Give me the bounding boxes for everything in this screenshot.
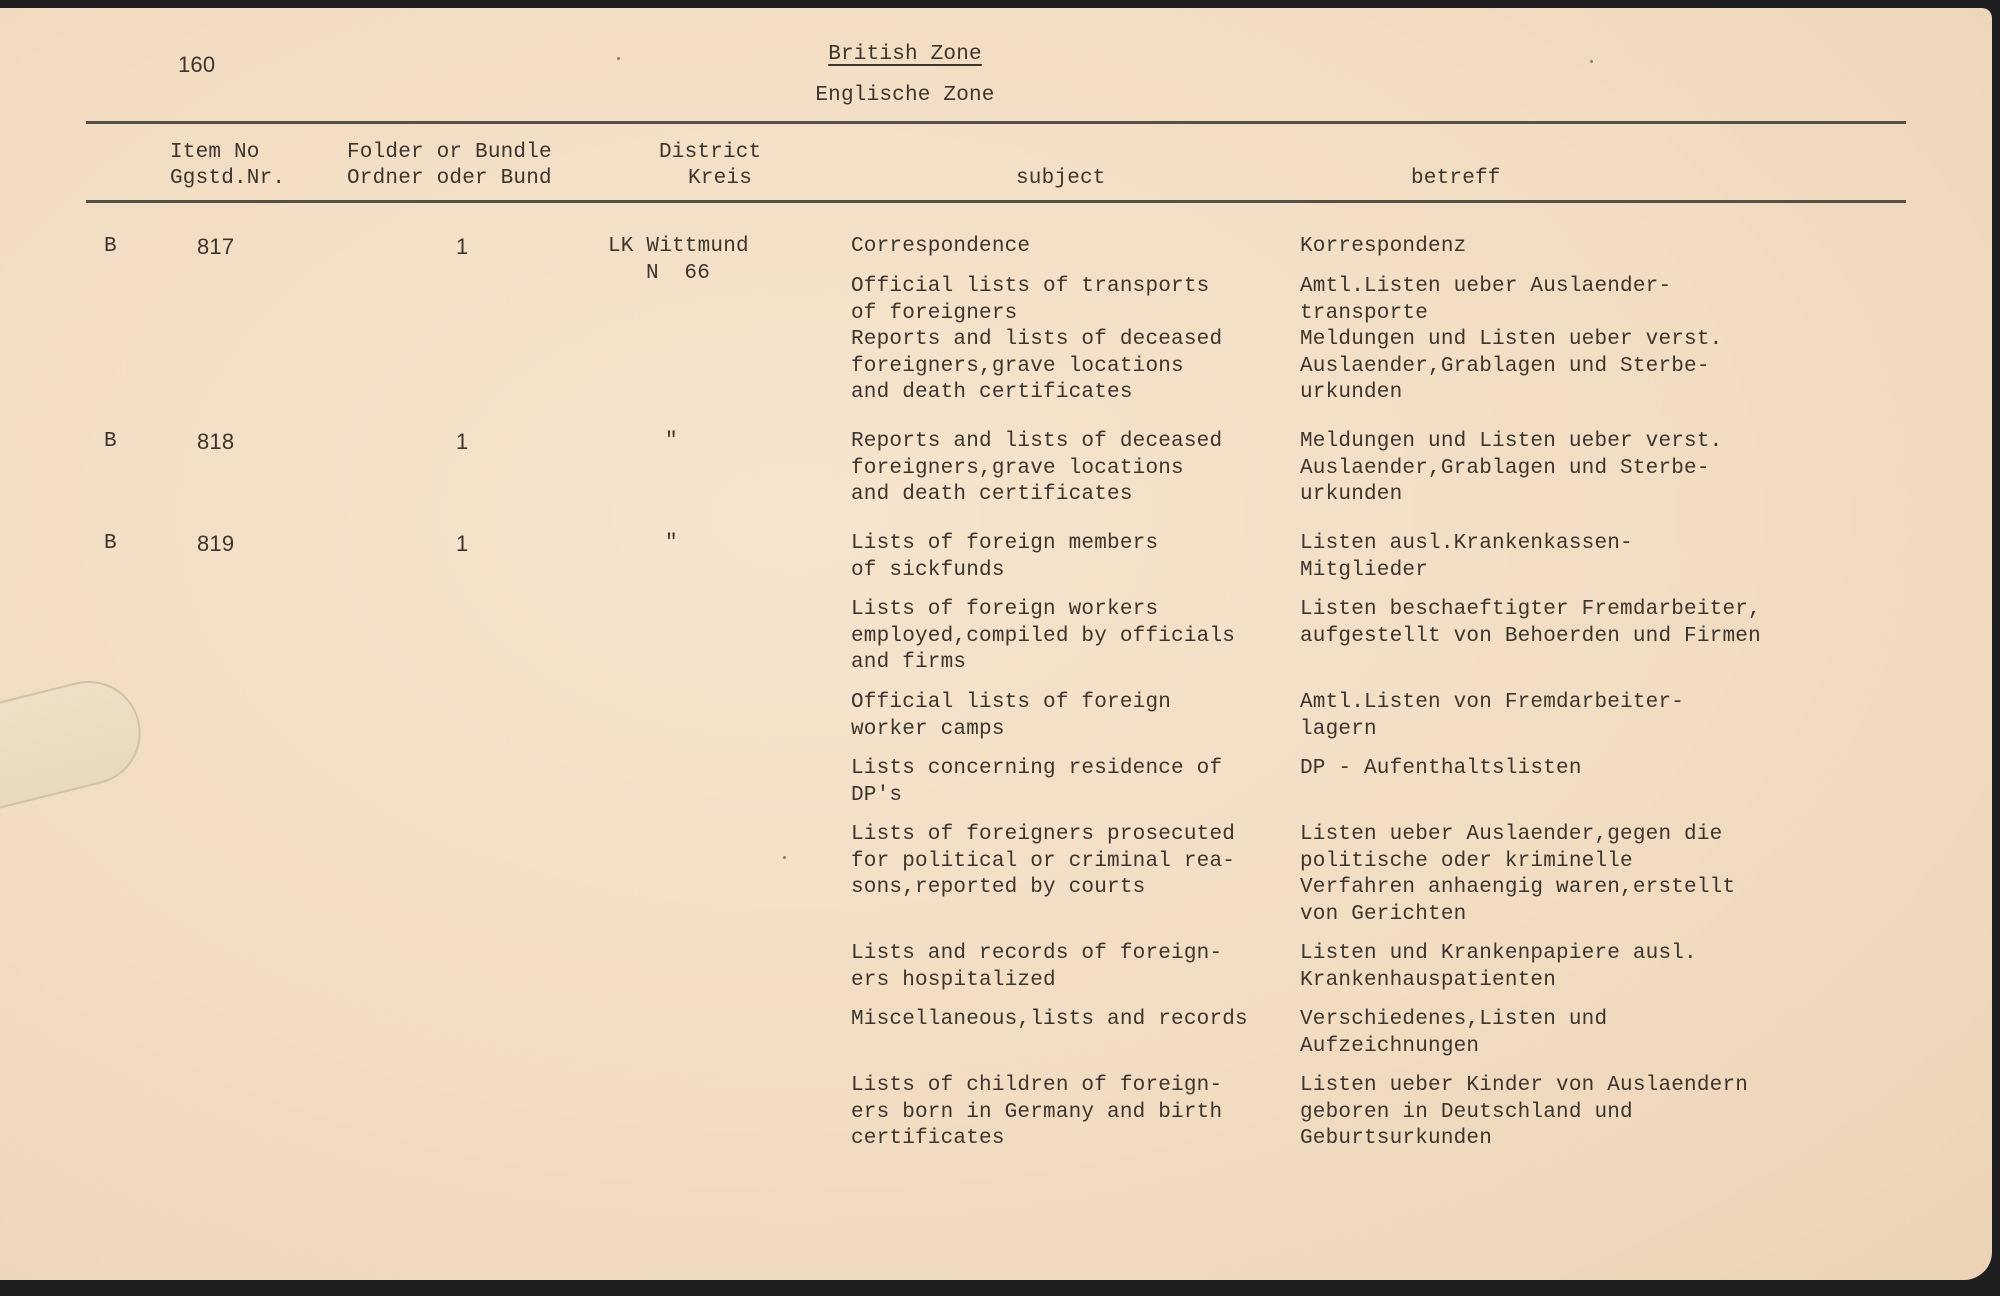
betreff-line: lagern — [1300, 717, 1377, 741]
betreff-line: aufgestellt von Behoerden und Firmen — [1300, 624, 1761, 648]
subject-cell — [851, 1007, 1281, 1034]
row-district: " — [665, 430, 678, 453]
row-folder-number: 1 — [456, 234, 469, 259]
paper-speck — [617, 57, 620, 60]
subject-line: Lists of foreign members — [851, 532, 1159, 555]
subject-line: Lists and records of foreign- — [851, 942, 1223, 965]
betreff-cell — [1300, 531, 1860, 584]
header-district-en: District — [659, 141, 762, 164]
subject-line: Official lists of foreign — [851, 691, 1172, 714]
subject-line: DP's — [851, 783, 903, 807]
subject-line: sons,reported by courts — [851, 876, 1146, 900]
subject-line: Reports and lists of deceased — [851, 328, 1223, 352]
subject-cell — [851, 756, 1281, 809]
subject-line: Lists concerning residence of — [851, 757, 1223, 780]
betreff-line: Amtl.Listen von Fremdarbeiter- — [1300, 691, 1685, 714]
subject-line: Lists of children of foreign- — [851, 1074, 1223, 1097]
subject-line: ers hospitalized — [851, 968, 1056, 992]
betreff-cell — [1300, 234, 1860, 261]
betreff-line: Listen ueber Kinder von Auslaendern — [1300, 1074, 1749, 1097]
betreff-line: Korrespondenz — [1300, 235, 1467, 258]
betreff-line: transporte — [1300, 301, 1429, 325]
subject-cell — [851, 690, 1281, 743]
betreff-line: Krankenhauspatienten — [1300, 968, 1557, 992]
paper-speck — [783, 856, 786, 859]
subject-cell — [851, 1073, 1281, 1153]
header-district-de: Kreis — [688, 167, 753, 190]
betreff-line: Listen ausl.Krankenkassen- — [1300, 532, 1633, 555]
row-district: LK Wittmund — [608, 235, 749, 258]
subject-line: certificates — [851, 1127, 1005, 1151]
betreff-cell — [1300, 429, 1860, 509]
subject-cell — [851, 597, 1281, 677]
row-folder-number: 1 — [456, 531, 469, 556]
subject-line: worker camps — [851, 717, 1005, 741]
subject-line: Correspondence — [851, 235, 1031, 258]
subject-line: Lists of foreigners prosecuted — [851, 823, 1236, 846]
betreff-cell — [1300, 1007, 1860, 1060]
betreff-line: Verschiedenes,Listen und — [1300, 1008, 1608, 1031]
betreff-line: urkunden — [1300, 381, 1403, 405]
betreff-line: Amtl.Listen ueber Auslaender- — [1300, 275, 1672, 298]
header-betreff: betreff — [1411, 167, 1501, 190]
betreff-line: Verfahren anhaengig waren,erstellt — [1300, 876, 1736, 900]
subject-line: foreigners,grave locations — [851, 456, 1184, 480]
betreff-cell — [1300, 822, 1860, 928]
subject-line: Official lists of transports — [851, 275, 1210, 298]
betreff-line: Auslaender,Grablagen und Sterbe- — [1300, 456, 1710, 480]
subject-line: of foreigners — [851, 301, 1018, 325]
header-item-no-de: Ggstd.Nr. — [170, 167, 286, 190]
page-subtitle: Englische Zone — [815, 84, 995, 107]
subject-line: and death certificates — [851, 381, 1133, 405]
page-title: British Zone — [828, 43, 982, 66]
subject-line: Lists of foreign workers — [851, 598, 1159, 621]
betreff-line: Meldungen und Listen ueber verst. — [1300, 430, 1723, 453]
subject-cell — [851, 822, 1281, 902]
subject-cell — [851, 429, 1281, 509]
row-prefix: B — [104, 430, 117, 453]
betreff-cell — [1300, 690, 1860, 743]
subject-line: and death certificates — [851, 483, 1133, 507]
subject-line: and firms — [851, 651, 967, 675]
subject-cell — [851, 234, 1281, 261]
header-folder-de: Ordner oder Bund — [347, 167, 552, 190]
document-page — [0, 8, 1992, 1280]
betreff-line: Listen beschaeftigter Fremdarbeiter, — [1300, 598, 1761, 621]
betreff-line: Listen ueber Auslaender,gegen die — [1300, 823, 1723, 846]
betreff-cell — [1300, 597, 1860, 650]
betreff-line: Listen und Krankenpapiere ausl. — [1300, 942, 1697, 965]
subject-line: for political or criminal rea- — [851, 849, 1236, 873]
subject-cell — [851, 274, 1281, 407]
page-number: 160 — [178, 52, 216, 77]
row-district: N 66 — [646, 261, 711, 285]
subject-line: employed,compiled by officials — [851, 624, 1236, 648]
subject-line: foreigners,grave locations — [851, 354, 1184, 378]
betreff-line: Mitglieder — [1300, 558, 1429, 582]
header-item-no-en: Item No — [170, 141, 260, 164]
subject-cell — [851, 531, 1281, 584]
subject-line: Reports and lists of deceased — [851, 430, 1223, 453]
header-folder-en: Folder or Bundle — [347, 141, 552, 164]
betreff-line: Auslaender,Grablagen und Sterbe- — [1300, 354, 1710, 378]
subject-line: Miscellaneous,lists and records — [851, 1008, 1248, 1031]
row-folder-number: 1 — [456, 429, 469, 454]
header-subject: subject — [1016, 167, 1106, 190]
betreff-line: Meldungen und Listen ueber verst. — [1300, 328, 1723, 352]
betreff-line: politische oder kriminelle — [1300, 849, 1633, 873]
subject-cell — [851, 941, 1281, 994]
row-item-number: 819 — [197, 531, 235, 556]
betreff-line: von Gerichten — [1300, 902, 1467, 926]
row-item-number: 817 — [197, 234, 235, 259]
row-district: " — [665, 532, 678, 555]
header-bottom-rule — [86, 200, 1906, 203]
betreff-cell — [1300, 756, 1860, 783]
paper-speck — [1590, 60, 1593, 63]
row-prefix: B — [104, 235, 117, 258]
header-top-rule — [86, 121, 1906, 124]
betreff-line: geboren in Deutschland und — [1300, 1100, 1633, 1124]
row-item-number: 818 — [197, 429, 235, 454]
betreff-line: Geburtsurkunden — [1300, 1127, 1493, 1151]
betreff-line: Aufzeichnungen — [1300, 1034, 1480, 1058]
betreff-line: DP - Aufenthaltslisten — [1300, 757, 1582, 780]
betreff-cell — [1300, 941, 1860, 994]
betreff-line: urkunden — [1300, 483, 1403, 507]
subject-line: of sickfunds — [851, 558, 1005, 582]
paper-clip-tab — [0, 670, 152, 811]
betreff-cell — [1300, 1073, 1860, 1153]
betreff-cell — [1300, 274, 1860, 407]
row-prefix: B — [104, 532, 117, 555]
subject-line: ers born in Germany and birth — [851, 1100, 1223, 1124]
